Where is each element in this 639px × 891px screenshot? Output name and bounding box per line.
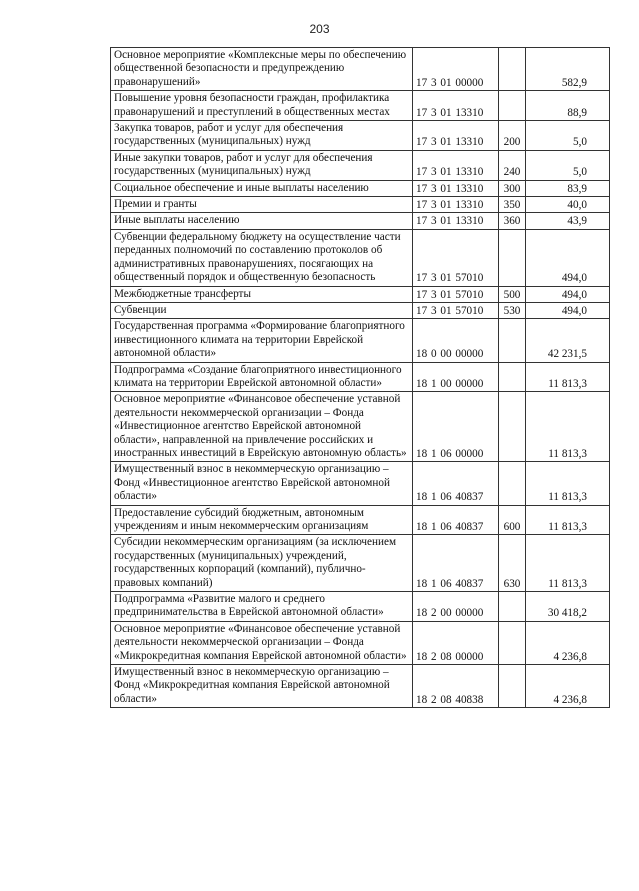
row-amount-cell: 11 813,3 [526,392,610,462]
row-type-cell: 360 [499,213,526,229]
table-row [111,91,610,121]
row-amount-cell: 11 813,3 [526,462,610,505]
row-code-cell: 18 1 00 00000 [413,362,499,392]
row-code-cell: 17 3 01 13310 [413,213,499,229]
row-name-cell: Имущественный взнос в некоммерческую организацию – Фонд «Микрокредитная компания Еврейской автономной области» [111,665,413,708]
row-type-cell: 350 [499,197,526,213]
table-row [111,362,610,392]
row-name-cell: Основное мероприятие «Финансовое обеспечение уставной деятельности некоммерческой организации – Фонда «Инвестиционное агентство Еврейской автономной области», направленной на привлечение российских и иностранных инвестиций в Еврейскую автономную область» [111,392,413,462]
row-name-cell: Межбюджетные трансферты [111,286,413,302]
row-type-cell [499,319,526,362]
row-type-cell: 300 [499,180,526,196]
table-row [111,121,610,151]
row-code-cell: 17 3 01 00000 [413,48,499,91]
table-row [111,462,610,505]
row-code-cell: 17 3 01 13310 [413,150,499,180]
row-type-cell [499,462,526,505]
row-type-cell [499,392,526,462]
row-name-cell: Государственная программа «Формирование благоприятного инвестиционного климата на территории Еврейской автономной области» [111,319,413,362]
table-row [111,665,610,708]
row-type-cell: 200 [499,121,526,151]
row-amount-cell: 83,9 [526,180,610,196]
row-name-cell: Закупка товаров, работ и услуг для обеспечения государственных (муниципальных) нужд [111,121,413,151]
row-amount-cell: 4 236,8 [526,621,610,664]
row-code-cell: 18 2 00 00000 [413,592,499,622]
table-row [111,213,610,229]
table-row [111,197,610,213]
row-type-cell [499,91,526,121]
table-row [111,302,610,318]
table-row [111,621,610,664]
row-name-cell: Иные выплаты населению [111,213,413,229]
row-amount-cell: 88,9 [526,91,610,121]
row-name-cell: Имущественный взнос в некоммерческую организацию – Фонд «Инвестиционное агентство Еврейской автономной области» [111,462,413,505]
row-amount-cell: 11 813,3 [526,362,610,392]
row-name-cell: Повышение уровня безопасности граждан, профилактика правонарушений и преступлений в общественных местах [111,91,413,121]
row-amount-cell: 5,0 [526,150,610,180]
row-code-cell: 18 2 08 00000 [413,621,499,664]
row-code-cell: 17 3 01 57010 [413,286,499,302]
row-amount-cell: 11 813,3 [526,535,610,592]
table-row [111,535,610,592]
row-type-cell [499,362,526,392]
table-row [111,150,610,180]
row-amount-cell: 42 231,5 [526,319,610,362]
row-type-cell [499,621,526,664]
row-type-cell: 530 [499,302,526,318]
row-type-cell: 500 [499,286,526,302]
row-name-cell: Предоставление субсидий бюджетным, автономным учреждениям и иным некоммерческим организациям [111,505,413,535]
row-code-cell: 18 1 06 40837 [413,462,499,505]
row-code-cell: 17 3 01 13310 [413,91,499,121]
row-code-cell: 17 3 01 13310 [413,121,499,151]
row-name-cell: Премии и гранты [111,197,413,213]
row-name-cell: Подпрограмма «Развитие малого и среднего предпринимательства в Еврейской автономной области» [111,592,413,622]
row-code-cell: 18 1 06 40837 [413,505,499,535]
row-amount-cell: 494,0 [526,229,610,286]
row-type-cell [499,592,526,622]
row-amount-cell: 30 418,2 [526,592,610,622]
row-amount-cell: 43,9 [526,213,610,229]
row-amount-cell: 5,0 [526,121,610,151]
page-number: 203 [309,22,330,36]
row-type-cell [499,229,526,286]
row-name-cell: Субвенции федеральному бюджету на осуществление части переданных полномочий по составлению протоколов об административных правонарушениях, посягающих на общественный порядок и общественную безопасность [111,229,413,286]
row-code-cell: 18 0 00 00000 [413,319,499,362]
row-amount-cell: 494,0 [526,302,610,318]
table-row [111,48,610,91]
table-row [111,286,610,302]
row-type-cell [499,48,526,91]
budget-table-body [111,48,610,708]
table-row [111,505,610,535]
row-name-cell: Основное мероприятие «Финансовое обеспечение уставной деятельности некоммерческой организации – Фонда «Микрокредитная компания Еврейской автономной области» [111,621,413,664]
row-amount-cell: 494,0 [526,286,610,302]
table-row [111,392,610,462]
row-type-cell: 240 [499,150,526,180]
row-name-cell: Основное мероприятие «Комплексные меры по обеспечению общественной безопасности и предупреждению правонарушений» [111,48,413,91]
row-code-cell: 17 3 01 57010 [413,229,499,286]
row-amount-cell: 40,0 [526,197,610,213]
table-row [111,319,610,362]
row-code-cell: 18 1 06 40837 [413,535,499,592]
row-code-cell: 17 3 01 13310 [413,197,499,213]
table-row [111,592,610,622]
row-amount-cell: 11 813,3 [526,505,610,535]
row-name-cell: Субсидии некоммерческим организациям (за исключением государственных (муниципальных) учреждений, государственных корпораций (компаний), публично-правовых компаний) [111,535,413,592]
budget-table [110,47,610,708]
row-amount-cell: 4 236,8 [526,665,610,708]
row-name-cell: Субвенции [111,302,413,318]
row-name-cell: Социальное обеспечение и иные выплаты населению [111,180,413,196]
row-type-cell: 600 [499,505,526,535]
row-name-cell: Подпрограмма «Создание благоприятного инвестиционного климата на территории Еврейской автономной области» [111,362,413,392]
table-row [111,229,610,286]
row-type-cell: 630 [499,535,526,592]
row-name-cell: Иные закупки товаров, работ и услуг для обеспечения государственных (муниципальных) нужд [111,150,413,180]
row-code-cell: 18 2 08 40838 [413,665,499,708]
row-code-cell: 17 3 01 57010 [413,302,499,318]
row-code-cell: 17 3 01 13310 [413,180,499,196]
row-amount-cell: 582,9 [526,48,610,91]
row-code-cell: 18 1 06 00000 [413,392,499,462]
row-type-cell [499,665,526,708]
table-row [111,180,610,196]
